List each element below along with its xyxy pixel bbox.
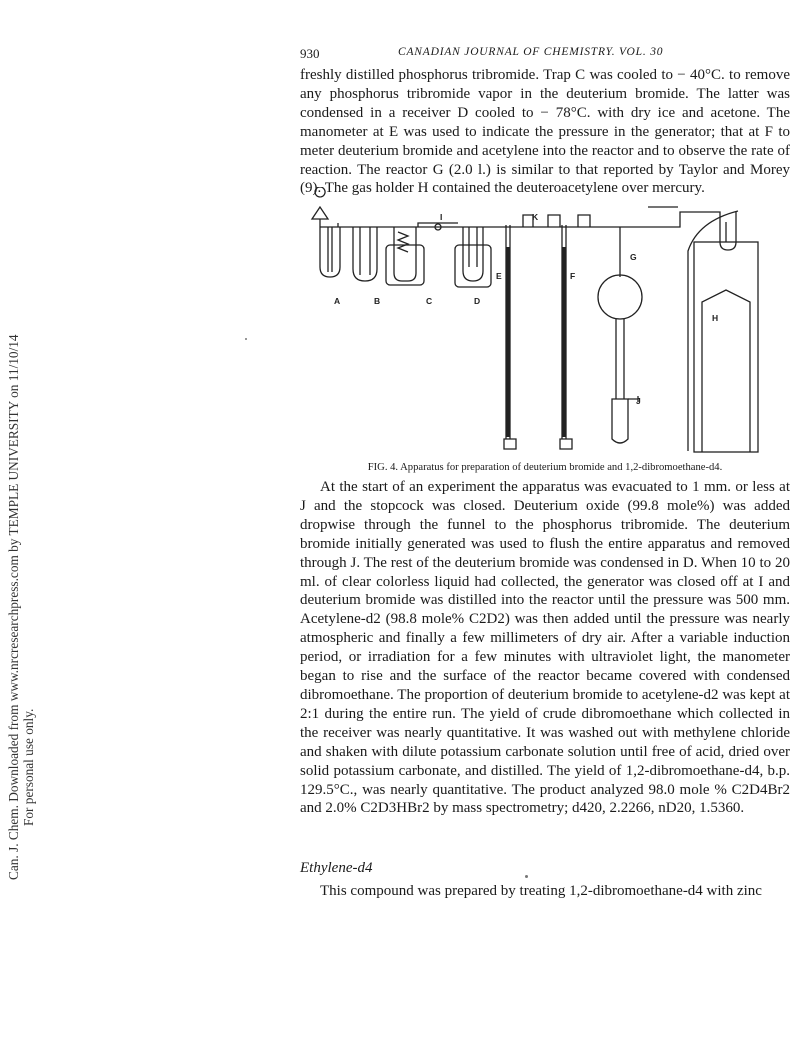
gas-holder-h	[694, 242, 758, 452]
label-f: F	[570, 271, 576, 281]
label-g: G	[630, 252, 637, 262]
dropping-funnel	[312, 187, 328, 227]
gas-holder-bell	[702, 290, 750, 452]
paragraph-2: At the start of an experiment the apparatus was evacuated to 1 mm. or less at J and the stopcock was closed. Deuterium oxide (99.8 mole%) was added dropwise through the funnel to the phosphorus tribromide. The deuterium bromide initially generated was used to flush the entire apparatus and removed through J. The rest of the deuterium bromide was condensed in D. When 10 to 20 ml. of clear colorless liquid had collected, the generator was closed off at I and deuterium bromide was distilled into the reactor until the pressure was 500 mm. Acetylene-d2 (98.8 mole% C2D2) was then added until the pressure was nearly atmospheric and finally a few millimeters of dry air. After a variable induction period, or irradiation for a few minutes with ultraviolet light, the manometer began to rise and the surface of the reactor became covered with condensed dibromoethane. The proportion of deuterium bromide to acetylene-d2 was kept at 2:1 during the entire run. The yield of crude dibromoethane which collected in the receiver was nearly quantitative. It was washed out with methylene chloride and shaken with dilute potassium carbonate solution until free of acid, dried over solid potassium carbonate, and distilled. The yield of 1,2-dibromoethane-d4, b.p. 129.5°C., was nearly quantitative. The product analyzed 98.0 mole % C2D4Br2 and 2.0% C2D3HBr2 by mass spectrometry; d420, 2.2266, nD20, 1.5360.	[300, 479, 790, 817]
running-head: CANADIAN JOURNAL OF CHEMISTRY. VOL. 30	[398, 46, 664, 58]
top-tubing	[320, 223, 620, 227]
manifold-loops	[548, 215, 590, 227]
section-subheading: Ethylene-d4	[300, 860, 373, 876]
label-e: E	[496, 271, 502, 281]
paragraph-3: This compound was prepared by treating 1,2-dibromoethane-d4 with zinc	[320, 883, 762, 899]
manometer-f	[560, 225, 572, 449]
right-tubing	[620, 207, 736, 250]
trap-c	[394, 227, 416, 281]
side-note	[6, 334, 36, 880]
generator-a	[320, 227, 340, 277]
manometer-e	[504, 225, 516, 449]
side-note-line-2: For personal use only.	[21, 708, 36, 826]
apparatus-figure	[298, 187, 798, 457]
paragraph-1: freshly distilled phosphorus tribromide. Trap C was cooled to − 40°C. to remove any phosphorus tribromide vapor in the deuterium bromide. The latter was condensed in a receiver D cooled to − 78°C. with dry ice and acetone. The manometer at E was used to indicate the pressure in the generator; that at F to meter deuterium bromide and acetylene into the reactor and to observe the rate of reaction. The reactor G (2.0 l.) is similar to that reported by Taylor and Morey (9). The gas holder H contained the deuteroacetylene over mercury.	[300, 67, 790, 197]
label-b: B	[374, 296, 381, 306]
side-note-line-1: Can. J. Chem. Downloaded from www.nrcresearchpress.com by TEMPLE UNIVERSITY on 11/10/14	[6, 334, 21, 880]
label-h: H	[712, 313, 719, 323]
label-i: I	[440, 212, 443, 222]
label-k: K	[532, 212, 539, 222]
page-number: 930	[300, 46, 320, 61]
figure-caption: FIG. 4. Apparatus for preparation of deuterium bromide and 1,2-dibromoethane-d4.	[367, 462, 723, 473]
trap-b	[353, 227, 377, 281]
receiver-j-column	[612, 319, 628, 443]
flex-hose	[688, 211, 738, 451]
label-j: J	[636, 396, 641, 406]
scan-speck	[525, 875, 528, 878]
receiver-d	[463, 227, 483, 281]
scan-speck	[245, 338, 247, 340]
reactor-g	[598, 275, 642, 319]
label-c: C	[426, 296, 433, 306]
label-d: D	[474, 296, 481, 306]
label-a: A	[334, 296, 341, 306]
